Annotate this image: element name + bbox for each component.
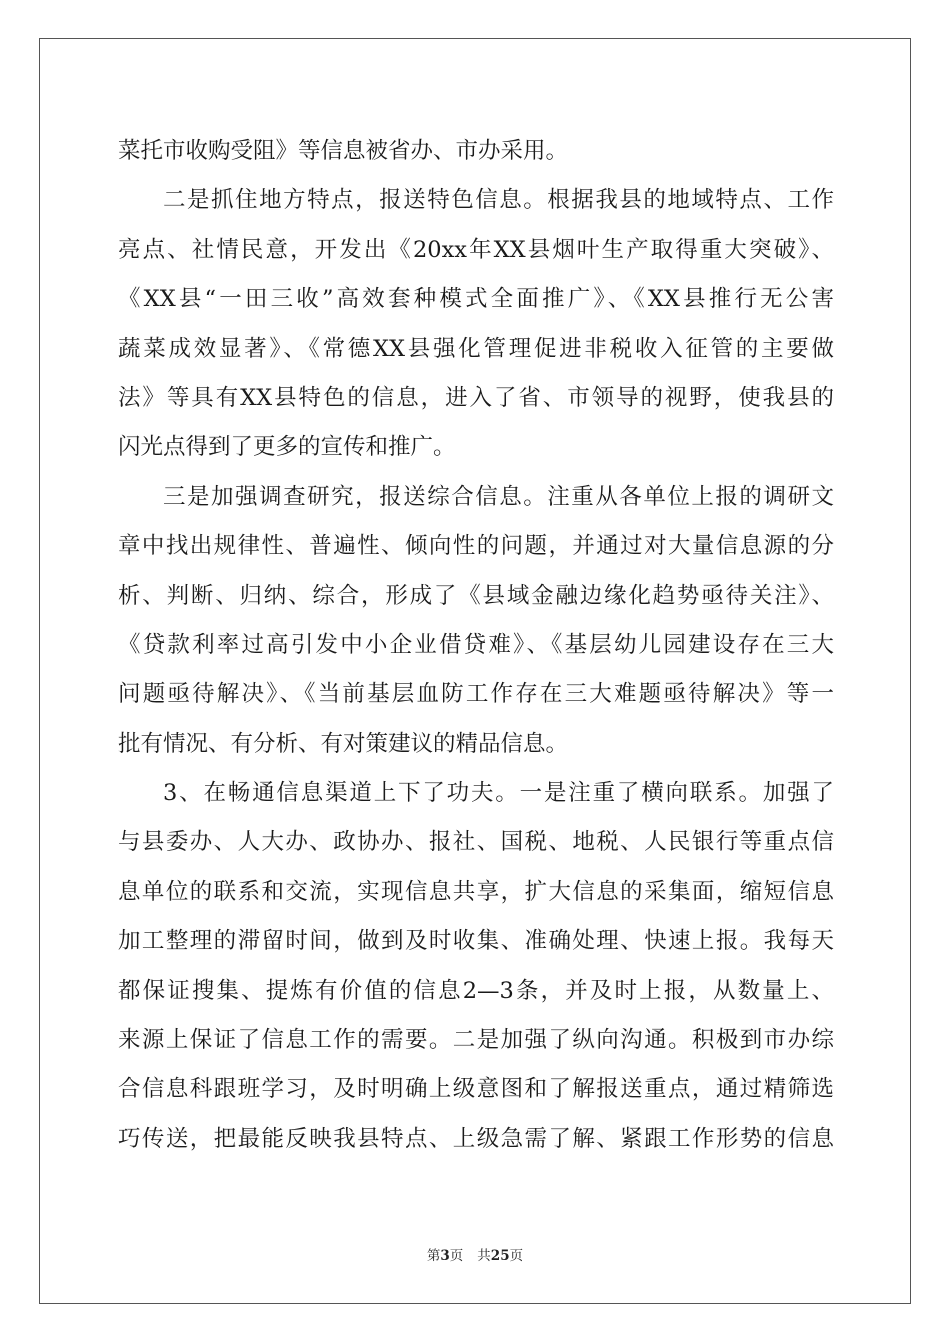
text-line: 法》等具有XX县特色的信息，进入了省、市领导的视野，使我县的 [118,384,834,411]
page-footer [0,1244,950,1264]
text-line: 息单位的联系和交流，实现信息共享，扩大信息的采集面，缩短信息 [118,878,834,905]
text-line: 章中找出规律性、普遍性、倾向性的问题，并通过对大量信息源的分 [118,533,834,560]
text-line: 《贷款利率过高引发中小企业借贷难》、《基层幼儿园建设存在三大 [118,631,834,658]
text-line: 合信息科跟班学习，及时明确上级意图和了解报送重点，通过精筛选 [118,1076,834,1103]
text-line: 都保证搜集、提炼有价值的信息2—3条，并及时上报，从数量上、 [118,977,834,1004]
text-line: 亮点、社情民意，开发出《20xx年XX县烟叶生产取得重大突破》、 [118,236,834,263]
page-prefix: 第 [426,1248,441,1264]
text-line: 析、判断、归纳、综合，形成了《县域金融边缘化趋势亟待关注》、 [118,582,834,609]
text-line: 闪光点得到了更多的宣传和推广。 [118,434,456,461]
text-line: 《XX县“一田三收”高效套种模式全面推广》、《XX县推行无公害 [118,286,834,313]
text-line: 二是抓住地方特点，报送特色信息。根据我县的地域特点、工作 [163,187,834,214]
text-line: 三是加强调查研究，报送综合信息。注重从各单位上报的调研文 [163,483,834,510]
text-line: 问题亟待解决》、《当前基层血防工作存在三大难题亟待解决》等一 [118,681,834,708]
page-number: 3 [440,1248,450,1264]
text-line: 与县委办、人大办、政协办、报社、国税、地税、人民银行等重点信 [118,829,834,856]
text-line: 来源上保证了信息工作的需要。二是加强了纵向沟通。积极到市办综 [118,1027,834,1054]
page-suffix: 页 [449,1248,464,1264]
text-line: 巧传送，把最能反映我县特点、上级急需了解、紧跟工作形势的信息 [118,1125,834,1152]
text-line: 批有情况、有分析、有对策建议的精品信息。 [118,730,569,757]
text-line: 加工整理的滞留时间，做到及时收集、准确处理、快速上报。我每天 [118,928,834,955]
text-line: 3、在畅通信息渠道上下了功夫。一是注重了横向联系。加强了 [163,780,834,807]
text-line: 蔬菜成效显著》、《常德XX县强化管理促进非税收入征管的主要做 [118,335,834,362]
document-body [118,127,834,1164]
total-prefix: 共 [477,1248,491,1264]
total-pages: 25 [490,1248,510,1264]
text-line: 菜托市收购受阻》等信息被省办、市办采用。 [118,138,569,164]
total-suffix: 页 [509,1248,524,1264]
